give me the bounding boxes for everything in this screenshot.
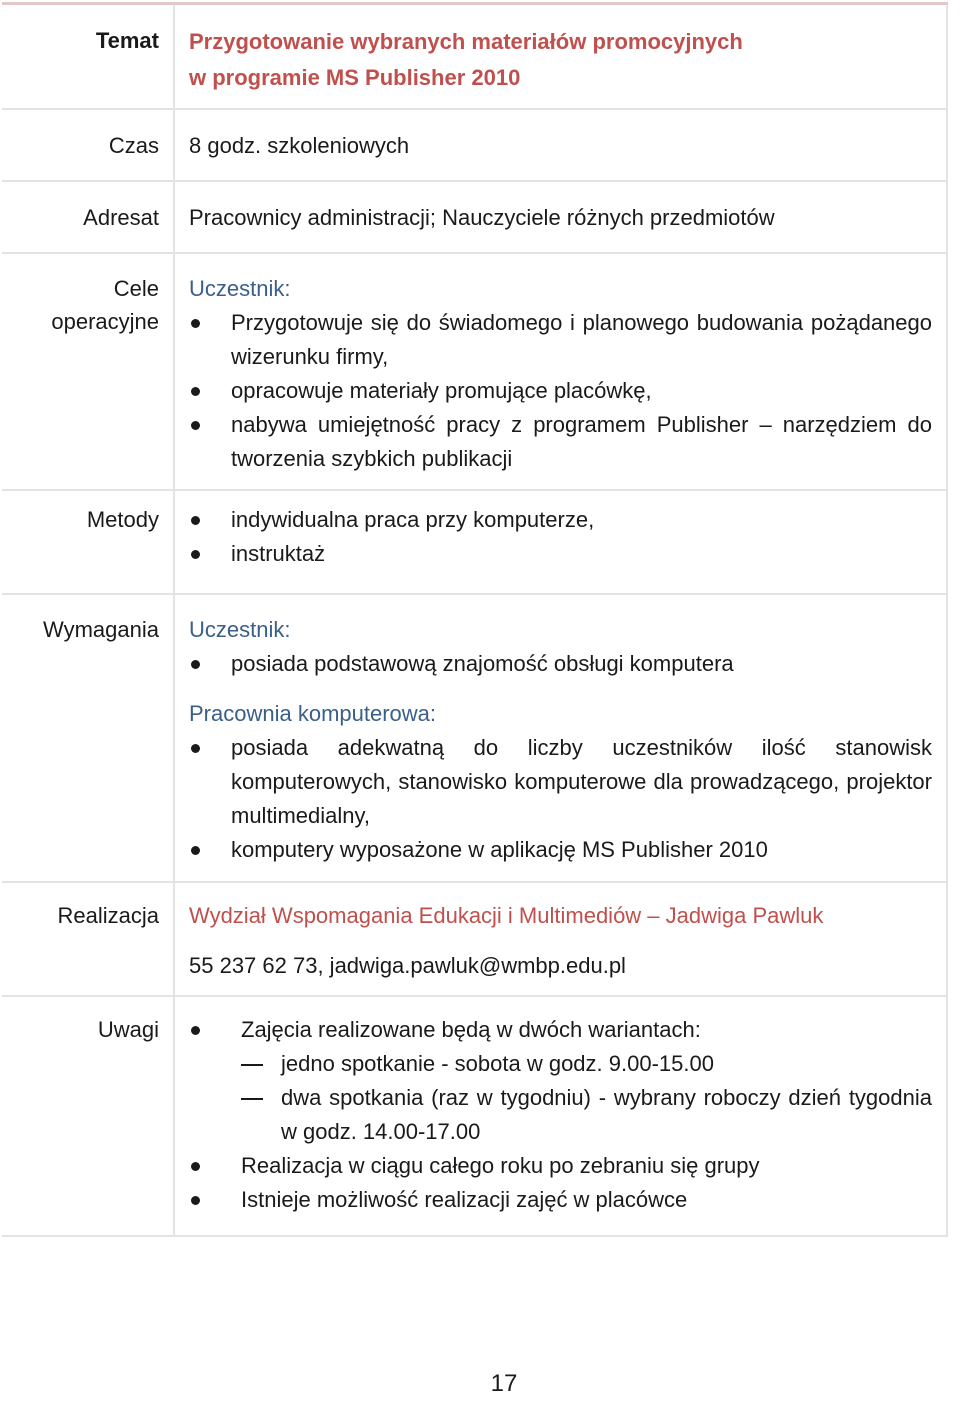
row-czas	[2, 109, 947, 181]
uwagi-item-1-text: Zajęcia realizowane będą w dwóch wariantach:	[241, 1016, 701, 1042]
realizacja-department: Wydział Wspomagania Edukacji i Multimediów – Jadwiga Pawluk	[189, 902, 824, 928]
uwagi-list	[189, 1013, 932, 1217]
wymagania-participant-list	[189, 647, 932, 681]
list-item: Przygotowuje się do świadomego i planowego budowania pożądanego wizerunku firmy,	[189, 306, 932, 374]
label-temat: Temat	[2, 4, 174, 109]
course-title-line-1: Przygotowanie wybranych materiałów promocyjnych	[189, 29, 743, 54]
course-info-table	[2, 2, 948, 1237]
label-cele-line-2: operacyjne	[51, 308, 159, 334]
cele-heading: Uczestnik:	[189, 275, 291, 301]
label-cele	[2, 253, 174, 490]
list-item: instruktaż	[189, 537, 932, 571]
value-cele	[174, 253, 947, 490]
list-item: dwa spotkania (raz w tygodniu) - wybrany roboczy dzień tygodnia w godz. 14.00-17.00	[241, 1081, 932, 1149]
metody-list	[189, 503, 932, 571]
row-cele	[2, 253, 947, 490]
uwagi-variants-list	[241, 1047, 932, 1149]
list-item: Realizacja w ciągu całego roku po zebraniu się grupy	[189, 1149, 932, 1183]
list-item: Istnieje możliwość realizacji zajęć w placówce	[189, 1183, 932, 1217]
page-number: 17	[490, 1370, 518, 1397]
list-item: posiada podstawową znajomość obsługi komputera	[189, 647, 932, 681]
value-metody	[174, 490, 947, 594]
list-item	[189, 1013, 932, 1149]
list-item: posiada adekwatną do liczby uczestników ilość stanowisk komputerowych, stanowisko komputerowe dla prowadzącego, projektor multimedialny,	[189, 731, 932, 833]
label-adresat: Adresat	[2, 181, 174, 253]
value-czas: 8 godz. szkoleniowych	[174, 109, 947, 181]
row-temat	[2, 4, 947, 109]
row-realizacja	[2, 882, 947, 996]
course-title	[174, 4, 947, 109]
label-realizacja: Realizacja	[2, 882, 174, 996]
list-item: indywidualna praca przy komputerze,	[189, 503, 932, 537]
wymagania-lab-list	[189, 731, 932, 867]
value-adresat: Pracownicy administracji; Nauczyciele różnych przedmiotów	[174, 181, 947, 253]
list-item: opracowuje materiały promujące placówkę,	[189, 374, 932, 408]
realizacja-contact: 55 237 62 73, jadwiga.pawluk@wmbp.edu.pl	[189, 952, 626, 978]
list-item: jedno spotkanie - sobota w godz. 9.00-15.00	[241, 1047, 932, 1081]
row-wymagania	[2, 594, 947, 882]
label-cele-line-1: Cele	[113, 275, 159, 301]
list-item: nabywa umiejętność pracy z programem Publisher – narzędziem do tworzenia szybkich publikacji	[189, 408, 932, 476]
row-metody	[2, 490, 947, 594]
label-wymagania: Wymagania	[2, 594, 174, 882]
wymagania-heading-participant: Uczestnik:	[189, 616, 291, 642]
list-item: komputery wyposażone w aplikację MS Publisher 2010	[189, 833, 932, 867]
course-title-line-2: w programie MS Publisher 2010	[189, 65, 521, 90]
row-uwagi	[2, 996, 947, 1236]
wymagania-heading-lab: Pracownia komputerowa:	[189, 700, 437, 726]
label-uwagi: Uwagi	[2, 996, 174, 1236]
label-metody: Metody	[2, 490, 174, 594]
label-czas: Czas	[2, 109, 174, 181]
value-wymagania	[174, 594, 947, 882]
cele-list	[189, 306, 932, 476]
value-realizacja	[174, 882, 947, 996]
value-uwagi	[174, 996, 947, 1236]
row-adresat	[2, 181, 947, 253]
